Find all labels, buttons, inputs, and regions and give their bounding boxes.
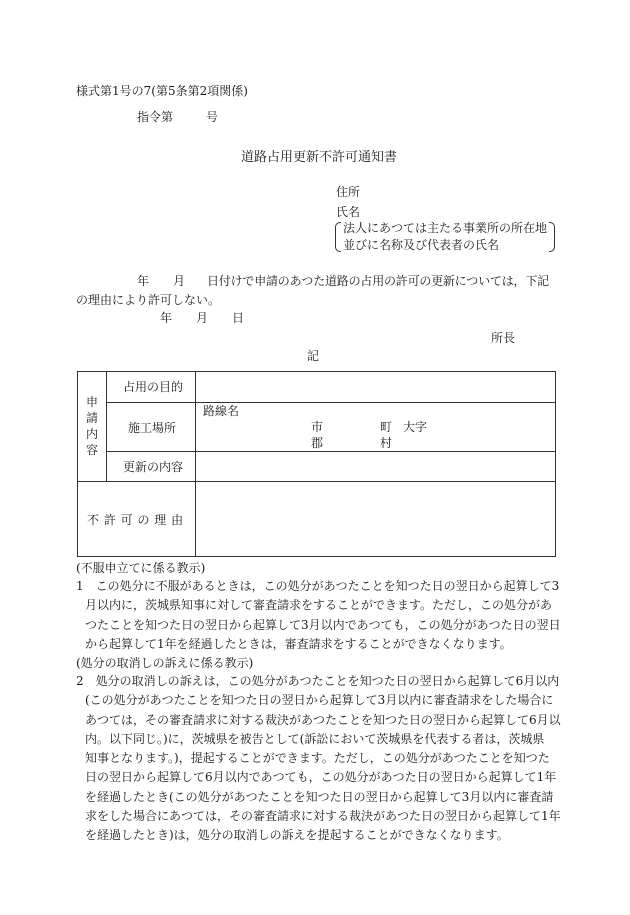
body-year: 年 bbox=[137, 274, 150, 288]
body-line2: の理由により許可しない。 bbox=[76, 293, 221, 307]
lawsuit-line-6: 日の翌日から起算して6月以内であつても，この処分があつた日の翌日から起算して1年 bbox=[85, 770, 557, 785]
group-label-char-1: 申 bbox=[85, 395, 98, 409]
appeal-notice bbox=[76, 577, 561, 654]
group-label-char-4: 容 bbox=[85, 443, 98, 457]
county-label: 郡 bbox=[311, 436, 324, 450]
ki-label: 記 bbox=[307, 349, 320, 363]
name-label: 氏名 bbox=[336, 205, 361, 219]
appeal-line-2: 月以内に，茨城県知事に対して審査請求をすることができます。ただし，この処分があ bbox=[85, 598, 553, 613]
address-label: 住所 bbox=[336, 185, 361, 199]
appeal-line-1: 1 この処分に不服があるときは，この処分があつたことを知つた日の翌日から起算して3 bbox=[76, 579, 560, 593]
left-bracket bbox=[335, 222, 341, 252]
location-label: 施工場所 bbox=[128, 421, 177, 435]
renewal-label: 更新の内容 bbox=[123, 460, 184, 474]
route-name-label: 路線名 bbox=[203, 404, 240, 418]
lawsuit-line-5: 知事となります。)，提起することができます。ただし，この処分があつたことを知つた bbox=[85, 751, 550, 766]
aza-label: 大字 bbox=[403, 420, 428, 434]
lawsuit-line-9: を経過したとき)は，処分の取消しの訴えを提起することができなくなります。 bbox=[85, 828, 509, 843]
document-title: 道路占用更新不許可通知書 bbox=[241, 150, 398, 165]
lawsuit-line-8: 求をした場合にあつては，その審査請求に対する裁決があつた日の翌日から起算して1年 bbox=[85, 809, 561, 824]
date-day: 日 bbox=[232, 311, 245, 325]
lawsuit-notice bbox=[76, 672, 561, 846]
directive-prefix: 指令第 bbox=[137, 110, 174, 124]
city-label: 市 bbox=[311, 420, 324, 434]
signatory: 所長 bbox=[491, 331, 516, 345]
lawsuit-line-2: (この処分があつたことを知つた日の翌日から起算して3月以内に審査請求をした場合に bbox=[85, 693, 554, 708]
directive-suffix: 号 bbox=[206, 110, 219, 124]
right-bracket bbox=[549, 222, 555, 252]
body-line1-text: 日付けで申請のあつた道路の占用の許可の更新については，下記 bbox=[207, 274, 549, 288]
lawsuit-line-7: を経過したとき(この処分があつたことを知つた日の翌日から起算して3月以内に審査請 bbox=[85, 789, 554, 804]
body-month: 月 bbox=[173, 274, 186, 288]
reason-label: 不 許 可 の 理 由 bbox=[87, 513, 184, 527]
appeal-line-3: つたことを知つた日の翌日から起算して3月以内であつても，この処分があつた日の翌日 bbox=[85, 617, 561, 632]
form-number: 様式第1号の7(第5条第2項関係) bbox=[76, 84, 248, 98]
appeal-heading: (不服申立てに係る教示) bbox=[76, 561, 206, 575]
lawsuit-line-4: 内。以下同じ。)に，茨城県を被告として(訴訟において茨城県を代表する者は，茨城県 bbox=[85, 731, 545, 746]
date-year: 年 bbox=[160, 311, 173, 325]
lawsuit-line-1: 2 処分の取消しの訴えは，この処分があつたことを知つた日の翌日から起算して6月以内 bbox=[76, 674, 560, 688]
purpose-label: 占用の目的 bbox=[123, 380, 184, 394]
lawsuit-heading: (処分の取消しの訴えに係る教示) bbox=[76, 656, 254, 670]
village-label: 村 bbox=[380, 436, 393, 450]
corp-note-line2: 並びに名称及び代表者の氏名 bbox=[343, 238, 500, 252]
lawsuit-line-3: あつては，その審査請求に対する裁決があつたことを知つた日の翌日から起算して6月以 bbox=[85, 712, 561, 727]
date-month: 月 bbox=[196, 311, 209, 325]
corp-note-line1: 法人にあつては主たる事業所の所在地 bbox=[343, 221, 548, 235]
group-label-char-2: 請 bbox=[85, 411, 98, 425]
appeal-line-4: から起算して1年を経過したときは，審査請求をすることができなくなります。 bbox=[85, 636, 512, 651]
group-label-char-3: 内 bbox=[85, 427, 98, 441]
town-label: 町 bbox=[380, 420, 393, 434]
